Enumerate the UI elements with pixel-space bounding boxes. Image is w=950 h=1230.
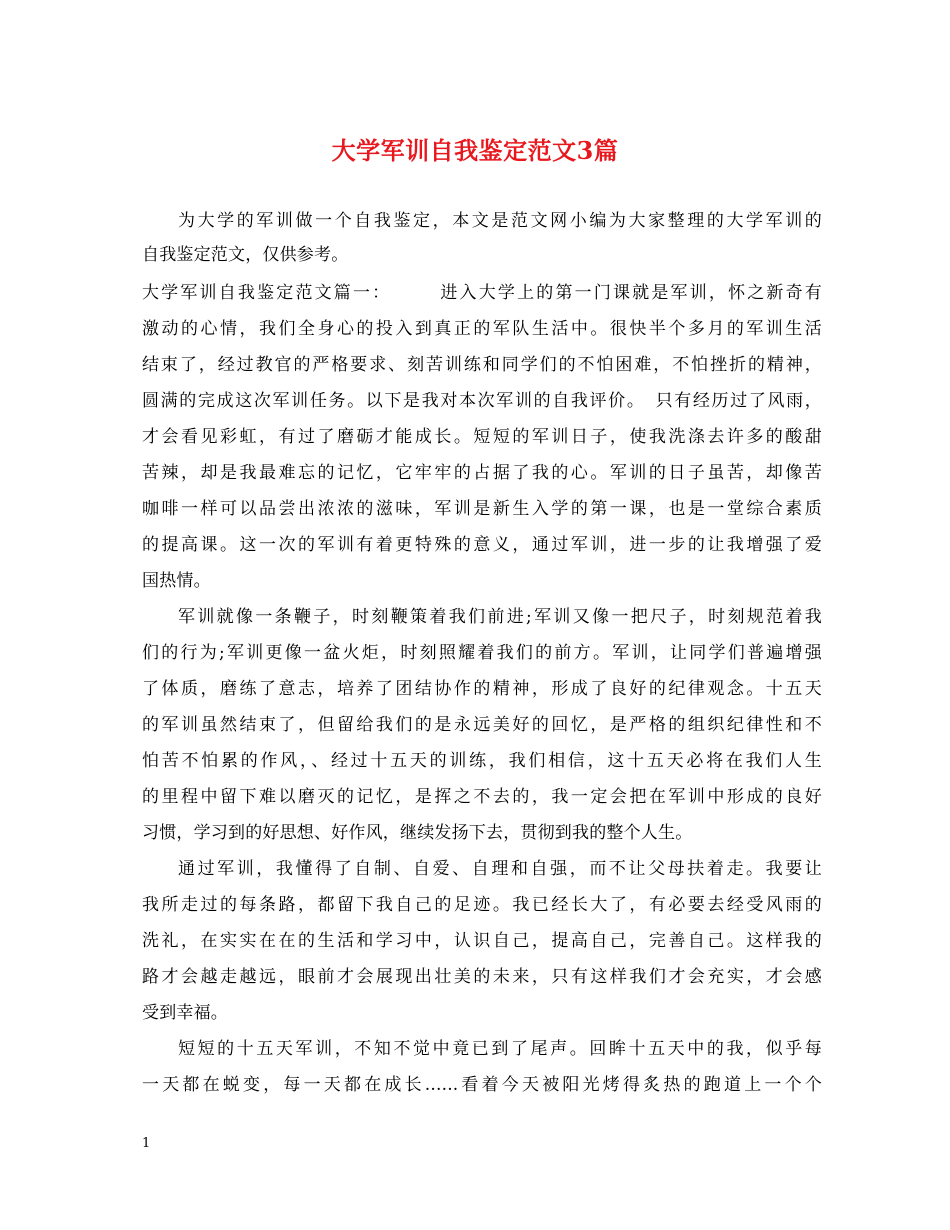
text-line: 为大学的军训做一个自我鉴定，本文是范文网小编为大家整理的大学军训的 <box>178 211 822 231</box>
text-line: 了体质，磨练了意志，培养了团结协作的精神，形成了良好的纪律观念。十五天 <box>142 679 822 699</box>
text-line: 习惯，学习到的好思想、好作风，继续发扬下去，贯彻到我的整个人生。 <box>142 823 693 843</box>
text-line: 咖啡一样可以品尝出浓浓的滋味，军训是新生入学的第一课，也是一堂综合素质 <box>142 499 822 519</box>
text-line: 的军训虽然结束了，但留给我们的是永远美好的回忆，是严格的组织纪律性和不 <box>142 715 822 735</box>
text-line: 圆满的完成这次军训任务。以下是我对本次军训的自我评价。 只有经历过了风雨， <box>142 391 822 411</box>
text-line: 的提高课。这一次的军训有着更特殊的意义，通过军训，进一步的让我增强了爱 <box>142 535 822 555</box>
document-title: 大学军训自我鉴定范文3篇 <box>331 136 619 165</box>
text-line: 受到幸福。 <box>142 1003 228 1023</box>
text-line: 通过军训，我懂得了自制、自爱、自理和自强，而不让父母扶着走。我要让 <box>178 859 822 879</box>
text-line: 短短的十五天军训，不知不觉中竟已到了尾声。回眸十五天中的我，似乎每 <box>178 1039 822 1059</box>
page-number: 1 <box>142 1136 151 1151</box>
text-line: 路才会越走越远，眼前才会展现出壮美的未来，只有这样我们才会充实，才会感 <box>142 967 822 987</box>
text-line: 国热情。 <box>142 571 211 591</box>
text-line: 激动的心情，我们全身心的投入到真正的军队生活中。很快半个多月的军训生活 <box>142 319 822 339</box>
text-line: 怕苦不怕累的作风，、经过十五天的训练，我们相信，这十五天必将在我们人生 <box>142 751 822 771</box>
text-line: 苦辣，却是我最难忘的记忆，它牢牢的占据了我的心。军训的日子虽苦，却像苦 <box>142 463 822 483</box>
text-line: 洗礼，在实实在在的生活和学习中，认识自己，提高自己，完善自己。这样我的 <box>142 931 822 951</box>
text-line: 我所走过的每条路，都留下我自己的足迹。我已经长大了，有必要去经受风雨的 <box>142 895 822 915</box>
text-line: 的里程中留下难以磨灭的记忆，是挥之不去的，我一定会把在军训中形成的良好 <box>142 787 822 807</box>
text-line: 自我鉴定范文，仅供参考。 <box>142 245 349 265</box>
text-line: 结束了，经过教官的严格要求、刻苦训练和同学们的不怕困难，不怕挫折的精神， <box>142 355 822 375</box>
text-line: 们的行为;军训更像一盆火炬，时刻照耀着我们的前方。军训，让同学们普遍增强 <box>142 643 822 663</box>
text-line: 军训就像一条鞭子，时刻鞭策着我们前进;军训又像一把尺子，时刻规范着我 <box>178 607 822 627</box>
text-line: 大学军训自我鉴定范文篇一： 进入大学上的第一门课就是军训，怀之新奇有 <box>142 283 822 303</box>
text-line: 才会看见彩虹，有过了磨砺才能成长。短短的军训日子，使我洗涤去许多的酸甜 <box>142 427 822 447</box>
text-line: 一天都在蜕变，每一天都在成长......看着今天被阳光烤得炙热的跑道上一个个 <box>142 1075 822 1095</box>
